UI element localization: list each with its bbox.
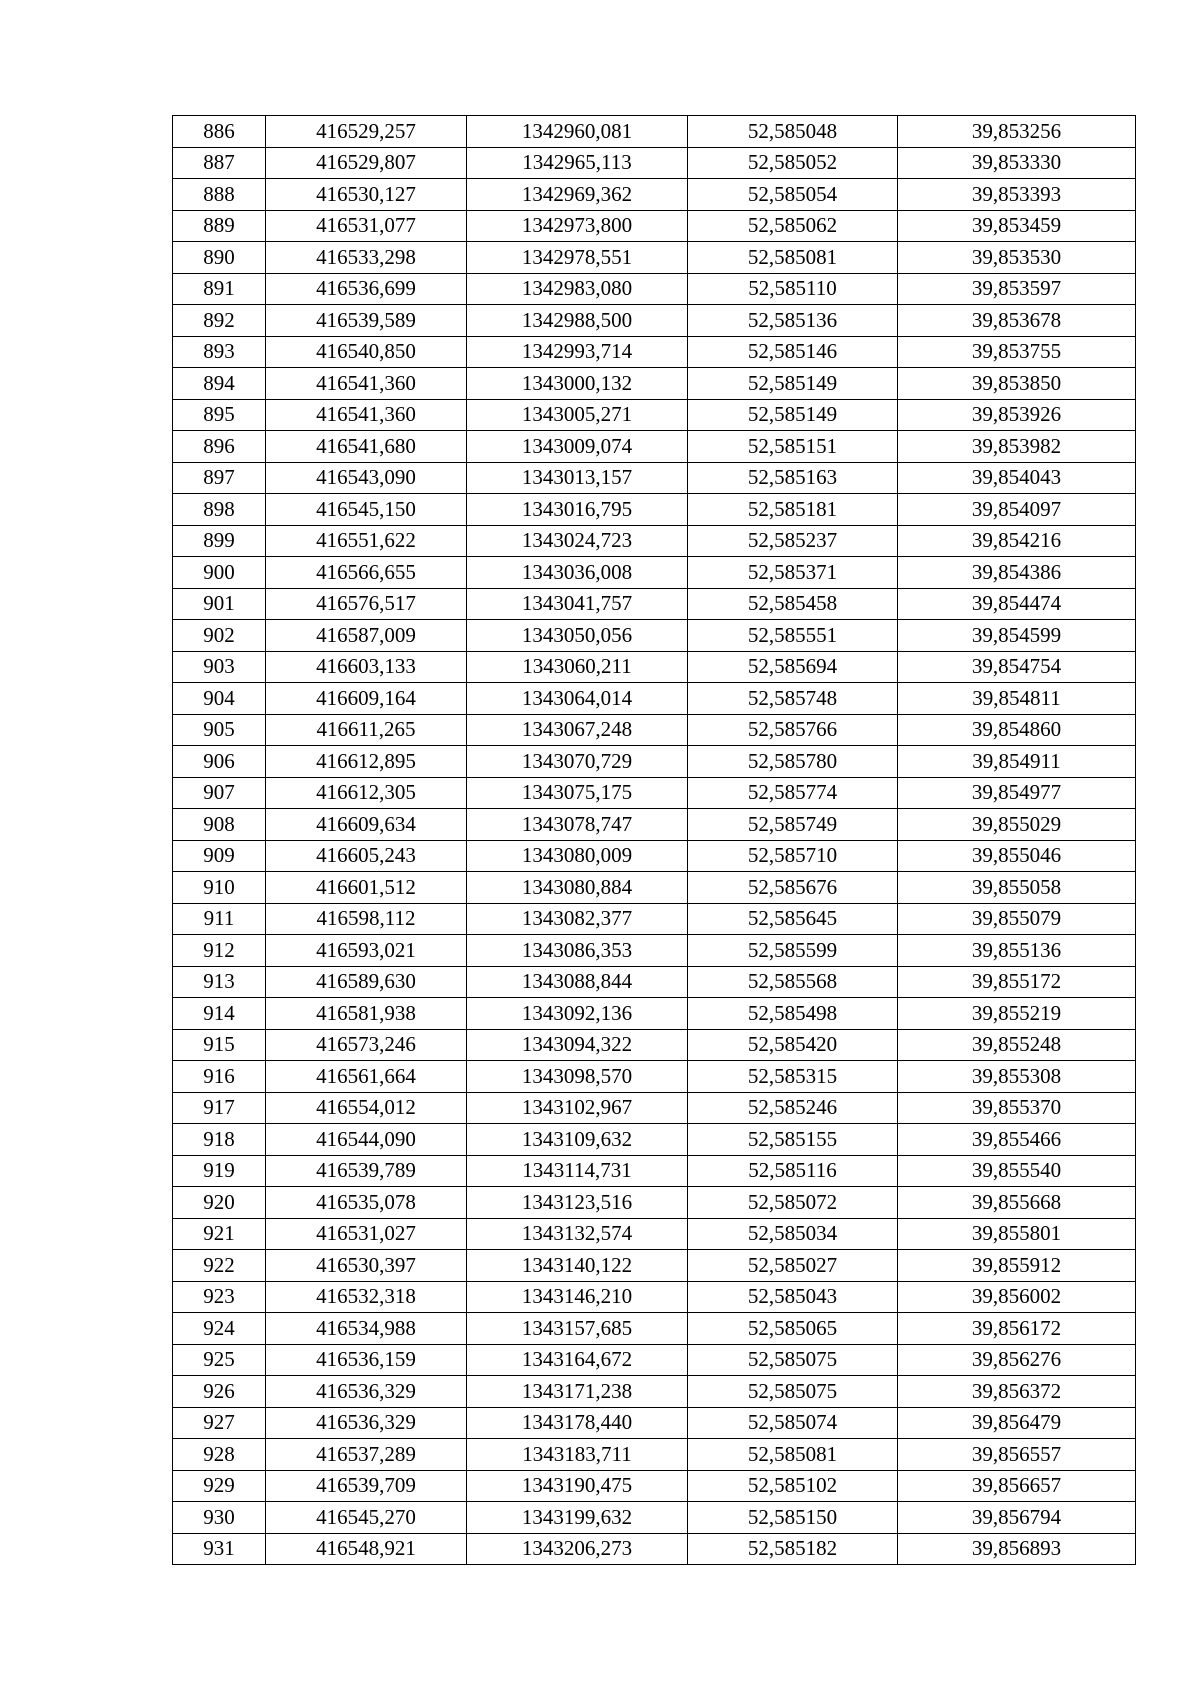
longitude-cell: 39,855046 bbox=[898, 840, 1136, 872]
x-coordinate-cell: 416535,078 bbox=[266, 1187, 467, 1219]
latitude-cell: 52,585371 bbox=[688, 557, 898, 589]
table-row bbox=[173, 1407, 1136, 1439]
point-number-cell: 896 bbox=[173, 431, 266, 463]
table-row bbox=[173, 809, 1136, 841]
x-coordinate-cell: 416612,895 bbox=[266, 746, 467, 778]
longitude-cell: 39,855029 bbox=[898, 809, 1136, 841]
point-number-cell: 921 bbox=[173, 1218, 266, 1250]
table-row bbox=[173, 777, 1136, 809]
y-coordinate-cell: 1343078,747 bbox=[467, 809, 688, 841]
point-number-cell: 897 bbox=[173, 462, 266, 494]
longitude-cell: 39,854811 bbox=[898, 683, 1136, 715]
latitude-cell: 52,585027 bbox=[688, 1250, 898, 1282]
y-coordinate-cell: 1343075,175 bbox=[467, 777, 688, 809]
y-coordinate-cell: 1343024,723 bbox=[467, 525, 688, 557]
point-number-cell: 902 bbox=[173, 620, 266, 652]
point-number-cell: 929 bbox=[173, 1470, 266, 1502]
longitude-cell: 39,854911 bbox=[898, 746, 1136, 778]
latitude-cell: 52,585498 bbox=[688, 998, 898, 1030]
latitude-cell: 52,585710 bbox=[688, 840, 898, 872]
y-coordinate-cell: 1343109,632 bbox=[467, 1124, 688, 1156]
point-number-cell: 913 bbox=[173, 966, 266, 998]
latitude-cell: 52,585149 bbox=[688, 399, 898, 431]
latitude-cell: 52,585146 bbox=[688, 336, 898, 368]
longitude-cell: 39,854097 bbox=[898, 494, 1136, 526]
table-row bbox=[173, 116, 1136, 148]
y-coordinate-cell: 1343082,377 bbox=[467, 903, 688, 935]
point-number-cell: 901 bbox=[173, 588, 266, 620]
longitude-cell: 39,856372 bbox=[898, 1376, 1136, 1408]
longitude-cell: 39,856794 bbox=[898, 1502, 1136, 1534]
longitude-cell: 39,855136 bbox=[898, 935, 1136, 967]
x-coordinate-cell: 416540,850 bbox=[266, 336, 467, 368]
longitude-cell: 39,855248 bbox=[898, 1029, 1136, 1061]
y-coordinate-cell: 1343132,574 bbox=[467, 1218, 688, 1250]
table-row bbox=[173, 242, 1136, 274]
point-number-cell: 895 bbox=[173, 399, 266, 431]
point-number-cell: 919 bbox=[173, 1155, 266, 1187]
table-row bbox=[173, 305, 1136, 337]
latitude-cell: 52,585116 bbox=[688, 1155, 898, 1187]
y-coordinate-cell: 1343070,729 bbox=[467, 746, 688, 778]
table-row bbox=[173, 1281, 1136, 1313]
point-number-cell: 927 bbox=[173, 1407, 266, 1439]
y-coordinate-cell: 1342993,714 bbox=[467, 336, 688, 368]
latitude-cell: 52,585551 bbox=[688, 620, 898, 652]
x-coordinate-cell: 416530,127 bbox=[266, 179, 467, 211]
coordinate-table-body bbox=[173, 116, 1136, 1565]
table-row bbox=[173, 431, 1136, 463]
longitude-cell: 39,856002 bbox=[898, 1281, 1136, 1313]
longitude-cell: 39,853755 bbox=[898, 336, 1136, 368]
longitude-cell: 39,856557 bbox=[898, 1439, 1136, 1471]
longitude-cell: 39,853850 bbox=[898, 368, 1136, 400]
longitude-cell: 39,855912 bbox=[898, 1250, 1136, 1282]
point-number-cell: 907 bbox=[173, 777, 266, 809]
longitude-cell: 39,853926 bbox=[898, 399, 1136, 431]
point-number-cell: 911 bbox=[173, 903, 266, 935]
y-coordinate-cell: 1342983,080 bbox=[467, 273, 688, 305]
x-coordinate-cell: 416529,807 bbox=[266, 147, 467, 179]
y-coordinate-cell: 1343088,844 bbox=[467, 966, 688, 998]
longitude-cell: 39,855308 bbox=[898, 1061, 1136, 1093]
longitude-cell: 39,855540 bbox=[898, 1155, 1136, 1187]
latitude-cell: 52,585034 bbox=[688, 1218, 898, 1250]
latitude-cell: 52,585182 bbox=[688, 1533, 898, 1565]
point-number-cell: 904 bbox=[173, 683, 266, 715]
table-row bbox=[173, 179, 1136, 211]
longitude-cell: 39,856657 bbox=[898, 1470, 1136, 1502]
longitude-cell: 39,855079 bbox=[898, 903, 1136, 935]
x-coordinate-cell: 416533,298 bbox=[266, 242, 467, 274]
y-coordinate-cell: 1343036,008 bbox=[467, 557, 688, 589]
table-row bbox=[173, 1092, 1136, 1124]
y-coordinate-cell: 1343013,157 bbox=[467, 462, 688, 494]
x-coordinate-cell: 416576,517 bbox=[266, 588, 467, 620]
x-coordinate-cell: 416566,655 bbox=[266, 557, 467, 589]
point-number-cell: 891 bbox=[173, 273, 266, 305]
latitude-cell: 52,585052 bbox=[688, 147, 898, 179]
y-coordinate-cell: 1342969,362 bbox=[467, 179, 688, 211]
table-row bbox=[173, 620, 1136, 652]
longitude-cell: 39,855172 bbox=[898, 966, 1136, 998]
y-coordinate-cell: 1343086,353 bbox=[467, 935, 688, 967]
y-coordinate-cell: 1343009,074 bbox=[467, 431, 688, 463]
table-row bbox=[173, 1439, 1136, 1471]
x-coordinate-cell: 416536,329 bbox=[266, 1407, 467, 1439]
latitude-cell: 52,585075 bbox=[688, 1376, 898, 1408]
latitude-cell: 52,585749 bbox=[688, 809, 898, 841]
x-coordinate-cell: 416539,709 bbox=[266, 1470, 467, 1502]
table-row bbox=[173, 903, 1136, 935]
table-row bbox=[173, 147, 1136, 179]
table-row bbox=[173, 210, 1136, 242]
point-number-cell: 915 bbox=[173, 1029, 266, 1061]
y-coordinate-cell: 1343114,731 bbox=[467, 1155, 688, 1187]
y-coordinate-cell: 1343171,238 bbox=[467, 1376, 688, 1408]
table-row bbox=[173, 746, 1136, 778]
point-number-cell: 917 bbox=[173, 1092, 266, 1124]
y-coordinate-cell: 1343102,967 bbox=[467, 1092, 688, 1124]
point-number-cell: 893 bbox=[173, 336, 266, 368]
x-coordinate-cell: 416593,021 bbox=[266, 935, 467, 967]
x-coordinate-cell: 416545,270 bbox=[266, 1502, 467, 1534]
y-coordinate-cell: 1343041,757 bbox=[467, 588, 688, 620]
x-coordinate-cell: 416581,938 bbox=[266, 998, 467, 1030]
y-coordinate-cell: 1343140,122 bbox=[467, 1250, 688, 1282]
point-number-cell: 886 bbox=[173, 116, 266, 148]
point-number-cell: 914 bbox=[173, 998, 266, 1030]
x-coordinate-cell: 416541,360 bbox=[266, 399, 467, 431]
table-row bbox=[173, 1218, 1136, 1250]
longitude-cell: 39,853982 bbox=[898, 431, 1136, 463]
x-coordinate-cell: 416548,921 bbox=[266, 1533, 467, 1565]
table-row bbox=[173, 336, 1136, 368]
y-coordinate-cell: 1343050,056 bbox=[467, 620, 688, 652]
table-row bbox=[173, 714, 1136, 746]
y-coordinate-cell: 1343067,248 bbox=[467, 714, 688, 746]
longitude-cell: 39,855466 bbox=[898, 1124, 1136, 1156]
point-number-cell: 923 bbox=[173, 1281, 266, 1313]
longitude-cell: 39,854043 bbox=[898, 462, 1136, 494]
x-coordinate-cell: 416551,622 bbox=[266, 525, 467, 557]
latitude-cell: 52,585074 bbox=[688, 1407, 898, 1439]
y-coordinate-cell: 1343060,211 bbox=[467, 651, 688, 683]
y-coordinate-cell: 1343005,271 bbox=[467, 399, 688, 431]
table-row bbox=[173, 494, 1136, 526]
longitude-cell: 39,856479 bbox=[898, 1407, 1136, 1439]
point-number-cell: 924 bbox=[173, 1313, 266, 1345]
longitude-cell: 39,855370 bbox=[898, 1092, 1136, 1124]
y-coordinate-cell: 1343016,795 bbox=[467, 494, 688, 526]
point-number-cell: 903 bbox=[173, 651, 266, 683]
point-number-cell: 910 bbox=[173, 872, 266, 904]
y-coordinate-cell: 1342965,113 bbox=[467, 147, 688, 179]
latitude-cell: 52,585315 bbox=[688, 1061, 898, 1093]
point-number-cell: 900 bbox=[173, 557, 266, 589]
point-number-cell: 892 bbox=[173, 305, 266, 337]
table-row bbox=[173, 525, 1136, 557]
table-row bbox=[173, 1061, 1136, 1093]
x-coordinate-cell: 416545,150 bbox=[266, 494, 467, 526]
table-row bbox=[173, 1376, 1136, 1408]
longitude-cell: 39,856276 bbox=[898, 1344, 1136, 1376]
point-number-cell: 930 bbox=[173, 1502, 266, 1534]
x-coordinate-cell: 416611,265 bbox=[266, 714, 467, 746]
table-row bbox=[173, 1533, 1136, 1565]
coordinate-table bbox=[172, 115, 1136, 1565]
point-number-cell: 922 bbox=[173, 1250, 266, 1282]
point-number-cell: 918 bbox=[173, 1124, 266, 1156]
y-coordinate-cell: 1342960,081 bbox=[467, 116, 688, 148]
latitude-cell: 52,585774 bbox=[688, 777, 898, 809]
latitude-cell: 52,585048 bbox=[688, 116, 898, 148]
table-row bbox=[173, 1187, 1136, 1219]
point-number-cell: 887 bbox=[173, 147, 266, 179]
table-row bbox=[173, 1470, 1136, 1502]
x-coordinate-cell: 416539,589 bbox=[266, 305, 467, 337]
latitude-cell: 52,585766 bbox=[688, 714, 898, 746]
table-row bbox=[173, 462, 1136, 494]
latitude-cell: 52,585676 bbox=[688, 872, 898, 904]
x-coordinate-cell: 416589,630 bbox=[266, 966, 467, 998]
table-row bbox=[173, 1029, 1136, 1061]
y-coordinate-cell: 1343146,210 bbox=[467, 1281, 688, 1313]
longitude-cell: 39,853459 bbox=[898, 210, 1136, 242]
point-number-cell: 894 bbox=[173, 368, 266, 400]
y-coordinate-cell: 1343092,136 bbox=[467, 998, 688, 1030]
latitude-cell: 52,585102 bbox=[688, 1470, 898, 1502]
y-coordinate-cell: 1343123,516 bbox=[467, 1187, 688, 1219]
y-coordinate-cell: 1342988,500 bbox=[467, 305, 688, 337]
table-row bbox=[173, 273, 1136, 305]
longitude-cell: 39,853530 bbox=[898, 242, 1136, 274]
x-coordinate-cell: 416603,133 bbox=[266, 651, 467, 683]
latitude-cell: 52,585149 bbox=[688, 368, 898, 400]
table-row bbox=[173, 399, 1136, 431]
point-number-cell: 888 bbox=[173, 179, 266, 211]
y-coordinate-cell: 1342978,551 bbox=[467, 242, 688, 274]
longitude-cell: 39,855219 bbox=[898, 998, 1136, 1030]
latitude-cell: 52,585163 bbox=[688, 462, 898, 494]
table-row bbox=[173, 966, 1136, 998]
longitude-cell: 39,853256 bbox=[898, 116, 1136, 148]
table-row bbox=[173, 1502, 1136, 1534]
table-row bbox=[173, 998, 1136, 1030]
longitude-cell: 39,855058 bbox=[898, 872, 1136, 904]
table-row bbox=[173, 683, 1136, 715]
x-coordinate-cell: 416537,289 bbox=[266, 1439, 467, 1471]
x-coordinate-cell: 416601,512 bbox=[266, 872, 467, 904]
x-coordinate-cell: 416541,680 bbox=[266, 431, 467, 463]
latitude-cell: 52,585645 bbox=[688, 903, 898, 935]
point-number-cell: 926 bbox=[173, 1376, 266, 1408]
y-coordinate-cell: 1343000,132 bbox=[467, 368, 688, 400]
latitude-cell: 52,585237 bbox=[688, 525, 898, 557]
x-coordinate-cell: 416609,634 bbox=[266, 809, 467, 841]
y-coordinate-cell: 1343183,711 bbox=[467, 1439, 688, 1471]
x-coordinate-cell: 416543,090 bbox=[266, 462, 467, 494]
table-row bbox=[173, 840, 1136, 872]
latitude-cell: 52,585054 bbox=[688, 179, 898, 211]
table-row bbox=[173, 368, 1136, 400]
x-coordinate-cell: 416573,246 bbox=[266, 1029, 467, 1061]
x-coordinate-cell: 416598,112 bbox=[266, 903, 467, 935]
latitude-cell: 52,585420 bbox=[688, 1029, 898, 1061]
x-coordinate-cell: 416554,012 bbox=[266, 1092, 467, 1124]
x-coordinate-cell: 416534,988 bbox=[266, 1313, 467, 1345]
longitude-cell: 39,854216 bbox=[898, 525, 1136, 557]
point-number-cell: 931 bbox=[173, 1533, 266, 1565]
latitude-cell: 52,585694 bbox=[688, 651, 898, 683]
x-coordinate-cell: 416530,397 bbox=[266, 1250, 467, 1282]
longitude-cell: 39,854860 bbox=[898, 714, 1136, 746]
table-row bbox=[173, 1250, 1136, 1282]
longitude-cell: 39,855801 bbox=[898, 1218, 1136, 1250]
y-coordinate-cell: 1343064,014 bbox=[467, 683, 688, 715]
table-row bbox=[173, 1344, 1136, 1376]
latitude-cell: 52,585110 bbox=[688, 273, 898, 305]
x-coordinate-cell: 416605,243 bbox=[266, 840, 467, 872]
point-number-cell: 912 bbox=[173, 935, 266, 967]
table-row bbox=[173, 588, 1136, 620]
point-number-cell: 898 bbox=[173, 494, 266, 526]
longitude-cell: 39,856893 bbox=[898, 1533, 1136, 1565]
longitude-cell: 39,853678 bbox=[898, 305, 1136, 337]
longitude-cell: 39,853393 bbox=[898, 179, 1136, 211]
table-row bbox=[173, 872, 1136, 904]
point-number-cell: 920 bbox=[173, 1187, 266, 1219]
point-number-cell: 889 bbox=[173, 210, 266, 242]
y-coordinate-cell: 1343080,009 bbox=[467, 840, 688, 872]
x-coordinate-cell: 416609,164 bbox=[266, 683, 467, 715]
x-coordinate-cell: 416587,009 bbox=[266, 620, 467, 652]
y-coordinate-cell: 1343164,672 bbox=[467, 1344, 688, 1376]
y-coordinate-cell: 1343157,685 bbox=[467, 1313, 688, 1345]
x-coordinate-cell: 416541,360 bbox=[266, 368, 467, 400]
y-coordinate-cell: 1343206,273 bbox=[467, 1533, 688, 1565]
x-coordinate-cell: 416536,159 bbox=[266, 1344, 467, 1376]
table-row bbox=[173, 1155, 1136, 1187]
point-number-cell: 925 bbox=[173, 1344, 266, 1376]
point-number-cell: 928 bbox=[173, 1439, 266, 1471]
y-coordinate-cell: 1343190,475 bbox=[467, 1470, 688, 1502]
longitude-cell: 39,855668 bbox=[898, 1187, 1136, 1219]
table-row bbox=[173, 557, 1136, 589]
table-row bbox=[173, 935, 1136, 967]
longitude-cell: 39,854977 bbox=[898, 777, 1136, 809]
latitude-cell: 52,585599 bbox=[688, 935, 898, 967]
x-coordinate-cell: 416539,789 bbox=[266, 1155, 467, 1187]
table-row bbox=[173, 1313, 1136, 1345]
x-coordinate-cell: 416536,329 bbox=[266, 1376, 467, 1408]
latitude-cell: 52,585151 bbox=[688, 431, 898, 463]
latitude-cell: 52,585748 bbox=[688, 683, 898, 715]
latitude-cell: 52,585568 bbox=[688, 966, 898, 998]
point-number-cell: 908 bbox=[173, 809, 266, 841]
table-row bbox=[173, 1124, 1136, 1156]
x-coordinate-cell: 416532,318 bbox=[266, 1281, 467, 1313]
latitude-cell: 52,585246 bbox=[688, 1092, 898, 1124]
x-coordinate-cell: 416531,077 bbox=[266, 210, 467, 242]
latitude-cell: 52,585780 bbox=[688, 746, 898, 778]
y-coordinate-cell: 1343080,884 bbox=[467, 872, 688, 904]
latitude-cell: 52,585062 bbox=[688, 210, 898, 242]
longitude-cell: 39,853597 bbox=[898, 273, 1136, 305]
point-number-cell: 905 bbox=[173, 714, 266, 746]
latitude-cell: 52,585081 bbox=[688, 242, 898, 274]
latitude-cell: 52,585081 bbox=[688, 1439, 898, 1471]
longitude-cell: 39,853330 bbox=[898, 147, 1136, 179]
latitude-cell: 52,585150 bbox=[688, 1502, 898, 1534]
y-coordinate-cell: 1343178,440 bbox=[467, 1407, 688, 1439]
latitude-cell: 52,585458 bbox=[688, 588, 898, 620]
latitude-cell: 52,585136 bbox=[688, 305, 898, 337]
longitude-cell: 39,854386 bbox=[898, 557, 1136, 589]
x-coordinate-cell: 416612,305 bbox=[266, 777, 467, 809]
latitude-cell: 52,585065 bbox=[688, 1313, 898, 1345]
latitude-cell: 52,585181 bbox=[688, 494, 898, 526]
point-number-cell: 899 bbox=[173, 525, 266, 557]
y-coordinate-cell: 1343199,632 bbox=[467, 1502, 688, 1534]
latitude-cell: 52,585043 bbox=[688, 1281, 898, 1313]
x-coordinate-cell: 416529,257 bbox=[266, 116, 467, 148]
x-coordinate-cell: 416544,090 bbox=[266, 1124, 467, 1156]
y-coordinate-cell: 1343094,322 bbox=[467, 1029, 688, 1061]
table-row bbox=[173, 651, 1136, 683]
x-coordinate-cell: 416561,664 bbox=[266, 1061, 467, 1093]
longitude-cell: 39,854474 bbox=[898, 588, 1136, 620]
longitude-cell: 39,856172 bbox=[898, 1313, 1136, 1345]
latitude-cell: 52,585075 bbox=[688, 1344, 898, 1376]
latitude-cell: 52,585072 bbox=[688, 1187, 898, 1219]
longitude-cell: 39,854754 bbox=[898, 651, 1136, 683]
point-number-cell: 916 bbox=[173, 1061, 266, 1093]
x-coordinate-cell: 416531,027 bbox=[266, 1218, 467, 1250]
longitude-cell: 39,854599 bbox=[898, 620, 1136, 652]
point-number-cell: 909 bbox=[173, 840, 266, 872]
y-coordinate-cell: 1343098,570 bbox=[467, 1061, 688, 1093]
x-coordinate-cell: 416536,699 bbox=[266, 273, 467, 305]
latitude-cell: 52,585155 bbox=[688, 1124, 898, 1156]
y-coordinate-cell: 1342973,800 bbox=[467, 210, 688, 242]
point-number-cell: 890 bbox=[173, 242, 266, 274]
point-number-cell: 906 bbox=[173, 746, 266, 778]
